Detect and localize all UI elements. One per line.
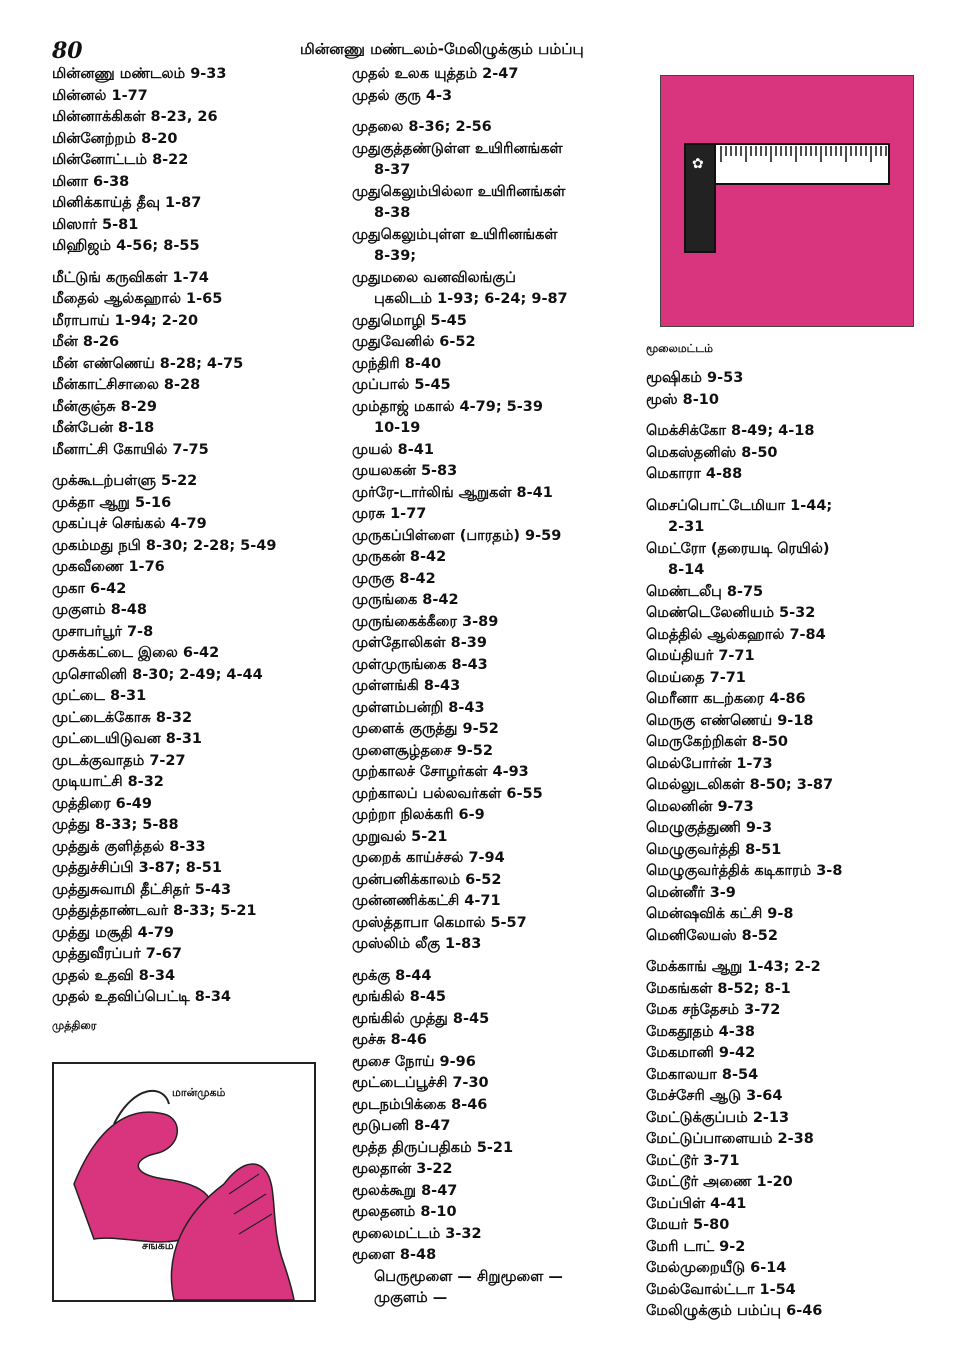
index-entry: முசுக்கட்டை இலை 6-42 bbox=[52, 645, 220, 661]
index-entry: மெத்தில் ஆல்கஹால் 7-84 bbox=[646, 626, 826, 643]
index-entry: முள்ளங்கி 8-43 bbox=[352, 678, 461, 694]
index-entry: முளைசூழ்தசை 9-52 bbox=[352, 742, 493, 759]
index-entry: முட்டை 8-31 bbox=[52, 688, 147, 704]
index-entry: முட்டையிடுவன 8-31 bbox=[52, 731, 202, 747]
illustration-label-top: மான்முகம் bbox=[172, 1086, 226, 1099]
index-entry: மீன் எண்ணெய் 8-28; 4-75 bbox=[52, 355, 244, 372]
index-entry: மூக்கு 8-44 bbox=[352, 967, 432, 984]
page-number: 80 bbox=[52, 38, 83, 64]
index-entry: மூலதான் 3-22 bbox=[352, 1161, 453, 1177]
index-entry: முசொலினி 8-30; 2-49; 4-44 bbox=[52, 666, 263, 683]
index-entry: மேகமானி 9-42 bbox=[646, 1045, 756, 1061]
index-entry: முளைக் குருத்து 9-52 bbox=[352, 721, 499, 737]
index-entry: முடக்குவாதம் 7-27 bbox=[52, 752, 186, 769]
index-entry: முதுமொழி 5-45 bbox=[352, 312, 467, 329]
index-entry: முறுவல் 5-21 bbox=[352, 828, 448, 845]
index-entry: மெகாரா 4-88 bbox=[646, 466, 743, 482]
svg-text:✿: ✿ bbox=[692, 156, 704, 172]
index-entry: முருகன் 8-42 bbox=[352, 549, 447, 565]
index-entry: மேரி டாட் 9-2 bbox=[646, 1238, 746, 1255]
index-entry: மூஸ் 8-10 bbox=[646, 391, 719, 408]
index-entry: மூலதனம் 8-10 bbox=[352, 1204, 457, 1220]
index-entry: முடியாட்சி 8-32 bbox=[52, 774, 164, 790]
index-column-1 bbox=[52, 64, 342, 1034]
index-entry: முள்தோலிகள் 8-39 bbox=[352, 635, 487, 651]
index-entry: மீன்பேன் 8-18 bbox=[52, 420, 155, 436]
index-entry: மீட்டுங் கருவிகள் 1-74 bbox=[52, 269, 209, 286]
index-entry: மேட்டுக்குப்பம் 2-13 bbox=[646, 1109, 790, 1126]
index-entry: முற்காலச் சோழர்கள் 4-93 bbox=[352, 764, 529, 780]
index-entry: மின்னல் 1-77 bbox=[52, 87, 148, 104]
index-entry: மெழுகுவர்த்தி 8-51 bbox=[646, 841, 782, 858]
index-entry: முத்துத்தாண்டவர் 8-33; 5-21 bbox=[52, 903, 257, 919]
index-entry: முத்துக் குளித்தல் 8-33 bbox=[52, 838, 206, 855]
index-entry: மீனாட்சி கோயில் 7-75 bbox=[52, 441, 209, 458]
index-entry: முரசு 1-77 bbox=[352, 506, 427, 522]
index-entry: முதுகெலும்பில்லா உயிரினங்கள் bbox=[352, 183, 566, 200]
index-entry: மெல்லுடலிகள் 8-50; 3-87 bbox=[646, 777, 834, 793]
index-entry: முத்து மசூதி 4-79 bbox=[52, 924, 174, 941]
index-entry: மும்தாஜ் மகால் 4-79; 5-39 bbox=[352, 398, 543, 415]
index-entry: முருங்கைக்கீரை 3-89 bbox=[352, 613, 499, 630]
index-entry: மேகங்கள் 8-52; 8-1 bbox=[646, 980, 791, 997]
index-entry: மேக சந்தேசம் 3-72 bbox=[646, 1002, 781, 1018]
index-entry: மேப்பிள் 4-41 bbox=[646, 1195, 747, 1212]
index-entry: மேச்சேரி ஆடு 3-64 bbox=[646, 1088, 783, 1104]
index-entry: மீதைல் ஆல்கஹால் 1-65 bbox=[52, 291, 223, 307]
index-entry: முக்கூடற்பள்ளு 5-22 bbox=[52, 473, 198, 489]
index-entry: 8-39; bbox=[374, 248, 417, 264]
index-entry: மெனிலேயஸ் 8-52 bbox=[646, 927, 778, 944]
index-entry: முத்திரை 6-49 bbox=[52, 795, 152, 812]
index-entry: முத்துவீரப்பர் 7-67 bbox=[52, 946, 182, 962]
index-entry: 10-19 bbox=[374, 420, 421, 436]
index-entry: முகுளம் — bbox=[374, 1290, 448, 1306]
index-entry: 8-37 bbox=[374, 162, 411, 178]
index-entry: முற்காலப் பல்லவர்கள் 6-55 bbox=[352, 785, 543, 802]
index-entry: முதல் உதவிப்பெட்டி 8-34 bbox=[52, 989, 232, 1005]
index-entry: முன்னணிக்கட்சி 4-71 bbox=[352, 893, 501, 909]
index-entry: மேட்டுப்பாளையம் 2-38 bbox=[646, 1131, 814, 1147]
index-entry: மெருகு எண்ணெய் 9-18 bbox=[646, 712, 814, 729]
index-entry: மெகஸ்தனிஸ் 8-50 bbox=[646, 444, 778, 461]
index-entry: மென்னீர் 3-9 bbox=[646, 884, 736, 901]
index-entry: மெக்சிக்கோ 8-49; 4-18 bbox=[646, 423, 815, 439]
index-entry: முட்டைக்கோசு 8-32 bbox=[52, 709, 193, 726]
index-entry: முருகு 8-42 bbox=[352, 570, 436, 587]
index-entry: மெரீனா கடற்கரை 4-86 bbox=[646, 691, 806, 707]
index-entry: மேக்காங் ஆறு 1-43; 2-2 bbox=[646, 959, 821, 975]
index-entry: முள்ளம்பன்றி 8-43 bbox=[352, 699, 485, 716]
index-entry: முஸ்லிம் லீகு 1-83 bbox=[352, 936, 482, 952]
index-entry: மூச்சு 8-46 bbox=[352, 1032, 427, 1048]
index-entry: முசாபர்பூர் 7-8 bbox=[52, 623, 154, 640]
index-entry: மூளை 8-48 bbox=[352, 1247, 437, 1263]
index-entry: மூங்கில் முத்து 8-45 bbox=[352, 1010, 490, 1027]
figure-caption-set-square: மூலைமட்டம் bbox=[646, 342, 713, 355]
index-entry: முன்பனிக்காலம் 6-52 bbox=[352, 871, 502, 888]
index-entry: மெசப்பொட்டேமியா 1-44; bbox=[646, 497, 833, 514]
index-entry: முருகப்பிள்ளை (பாரதம்) 9-59 bbox=[352, 527, 562, 544]
index-entry: முயல் 8-41 bbox=[352, 441, 434, 458]
index-entry: மென்ஷவிக் கட்சி 9-8 bbox=[646, 906, 794, 922]
index-entry: புகலிடம் 1-93; 6-24; 9-87 bbox=[374, 291, 568, 307]
index-entry: மேகதூதம் 4-38 bbox=[646, 1023, 755, 1040]
index-entry: 2-31 bbox=[668, 519, 705, 535]
index-entry: மின்னோட்டம் 8-22 bbox=[52, 152, 189, 168]
index-entry: மூலைமட்டம் 3-32 bbox=[352, 1225, 482, 1242]
index-entry: முதுகெலும்புள்ள உயிரினங்கள் bbox=[352, 226, 558, 243]
index-entry: மினிக்காய்த் தீவு 1-87 bbox=[52, 195, 202, 211]
index-entry: முக்தா ஆறு 5-16 bbox=[52, 494, 172, 511]
index-entry: மீன்குஞ்சு 8-29 bbox=[52, 398, 157, 415]
index-entry: முதுகுத்தண்டுள்ள உயிரினங்கள் bbox=[352, 140, 563, 157]
index-entry: 8-38 bbox=[374, 205, 411, 221]
index-entry: முதல் உலக யுத்தம் 2-47 bbox=[352, 66, 519, 82]
index-entry: முறைக் காய்ச்சல் 7-94 bbox=[352, 850, 505, 866]
index-entry: மீன்காட்சிசாலை 8-28 bbox=[52, 377, 201, 393]
index-entry: முஸ்த்தாபா கெமால் 5-57 bbox=[352, 914, 527, 931]
index-entry: மேல்முறையீடு 6-14 bbox=[646, 1260, 787, 1276]
index-entry: மூட்டைப்பூச்சி 7-30 bbox=[352, 1075, 489, 1091]
running-head: மின்னணு மண்டலம்-மேலிழுக்கும் பம்ப்பு bbox=[300, 40, 584, 58]
index-entry: மெல்போர்ன் 1-73 bbox=[646, 755, 773, 772]
index-entry: மேட்டூர் 3-71 bbox=[646, 1152, 740, 1169]
index-entry: மிஹிஜம் 4-56; 8-55 bbox=[52, 238, 200, 254]
index-entry: முதுமலை வனவிலங்குப் bbox=[352, 269, 516, 286]
set-square-illustration bbox=[660, 75, 914, 327]
index-entry: 8-14 bbox=[668, 562, 705, 578]
index-entry: முந்திரி 8-40 bbox=[352, 355, 442, 372]
index-entry: மினா 6-38 bbox=[52, 173, 130, 190]
index-entry: மின்னேற்றம் 8-20 bbox=[52, 130, 178, 147]
index-entry: மேலிழுக்கும் பம்ப்பு 6-46 bbox=[646, 1303, 823, 1319]
index-entry: முருங்கை 8-42 bbox=[352, 592, 459, 608]
index-entry: மீன் 8-26 bbox=[52, 334, 120, 350]
index-entry: முதல் குரு 4-3 bbox=[352, 87, 453, 104]
index-entry: முகவீணை 1-76 bbox=[52, 559, 165, 575]
index-entry: முற்றா நிலக்கரி 6-9 bbox=[352, 807, 485, 823]
index-entry: மீராபாய் 1-94; 2-20 bbox=[52, 312, 199, 329]
index-entry: மூசை நோய் 9-96 bbox=[352, 1053, 476, 1070]
index-entry: முதல் உதவி 8-34 bbox=[52, 967, 176, 984]
index-entry: முகா 6-42 bbox=[52, 580, 127, 597]
index-entry: மேகாலயா 8-54 bbox=[646, 1066, 759, 1083]
illustration-label-bottom: சங்கம் bbox=[142, 1239, 174, 1252]
index-entry: மெய்தியர் 7-71 bbox=[646, 648, 755, 664]
index-entry: மெருகேற்றிகள் 8-50 bbox=[646, 734, 788, 750]
index-entry: மெண்டெலேனியம் 5-32 bbox=[646, 605, 816, 621]
index-entry: முத்துச்சிப்பி 3-87; 8-51 bbox=[52, 860, 222, 876]
index-entry: முத்துசுவாமி தீட்சிதர் 5-43 bbox=[52, 881, 232, 898]
index-entry: பெருமூளை — சிறுமூளை — bbox=[374, 1268, 563, 1285]
index-column-3 bbox=[646, 368, 936, 1323]
figure-caption-seal: முத்திரை bbox=[52, 1018, 97, 1032]
index-entry: மின்னணு மண்டலம் 9-33 bbox=[52, 66, 227, 82]
index-entry: மூலக்கூறு 8-47 bbox=[352, 1182, 458, 1199]
index-entry: மூஷிகம் 9-53 bbox=[646, 370, 744, 386]
index-entry: முள்முருங்கை 8-43 bbox=[352, 656, 488, 673]
index-entry: முயலகன் 5-83 bbox=[352, 463, 458, 479]
index-entry: மிஸார் 5-81 bbox=[52, 216, 139, 233]
index-entry: மேட்டூர் அணை 1-20 bbox=[646, 1174, 793, 1190]
hand-gesture-illustration bbox=[52, 1062, 316, 1302]
index-entry: மேயர் 5-80 bbox=[646, 1217, 730, 1233]
index-entry: முதுவேனில் 6-52 bbox=[352, 334, 476, 350]
set-square-icon bbox=[661, 76, 913, 326]
index-entry: மேல்வோல்ட்டா 1-54 bbox=[646, 1281, 796, 1298]
index-entry: மூங்கில் 8-45 bbox=[352, 989, 447, 1005]
index-entry: முகப்புச் செங்கல் 4-79 bbox=[52, 516, 207, 532]
index-entry: முர்ரே-டார்லிங் ஆறுகள் 8-41 bbox=[352, 484, 553, 501]
index-entry: முகுளம் 8-48 bbox=[52, 602, 147, 618]
index-entry: முதலை 8-36; 2-56 bbox=[352, 119, 492, 135]
index-entry: மெலனின் 9-73 bbox=[646, 798, 754, 815]
index-entry: மூடநம்பிக்கை 8-46 bbox=[352, 1096, 488, 1113]
index-entry: மெழுகுத்துணி 9-3 bbox=[646, 820, 773, 836]
index-entry: மூத்த திருப்பதிகம் 5-21 bbox=[352, 1139, 514, 1156]
index-entry: மூடுபனி 8-47 bbox=[352, 1118, 451, 1134]
index-entry: மெழுகுவர்த்திக் கடிகாரம் 3-8 bbox=[646, 863, 843, 879]
index-entry: மெண்டலீபு 8-75 bbox=[646, 583, 764, 600]
index-entry: முப்பால் 5-45 bbox=[352, 377, 451, 393]
index-column-2 bbox=[352, 64, 642, 1310]
index-entry: முகம்மது நபி 8-30; 2-28; 5-49 bbox=[52, 537, 277, 554]
index-entry: மெட்ரோ (தரையடி ரெயில்) bbox=[646, 540, 830, 557]
index-entry: மின்னாக்கிகள் 8-23, 26 bbox=[52, 109, 218, 125]
index-entry: மெய்தை 7-71 bbox=[646, 669, 746, 686]
index-entry: முத்து 8-33; 5-88 bbox=[52, 817, 179, 833]
